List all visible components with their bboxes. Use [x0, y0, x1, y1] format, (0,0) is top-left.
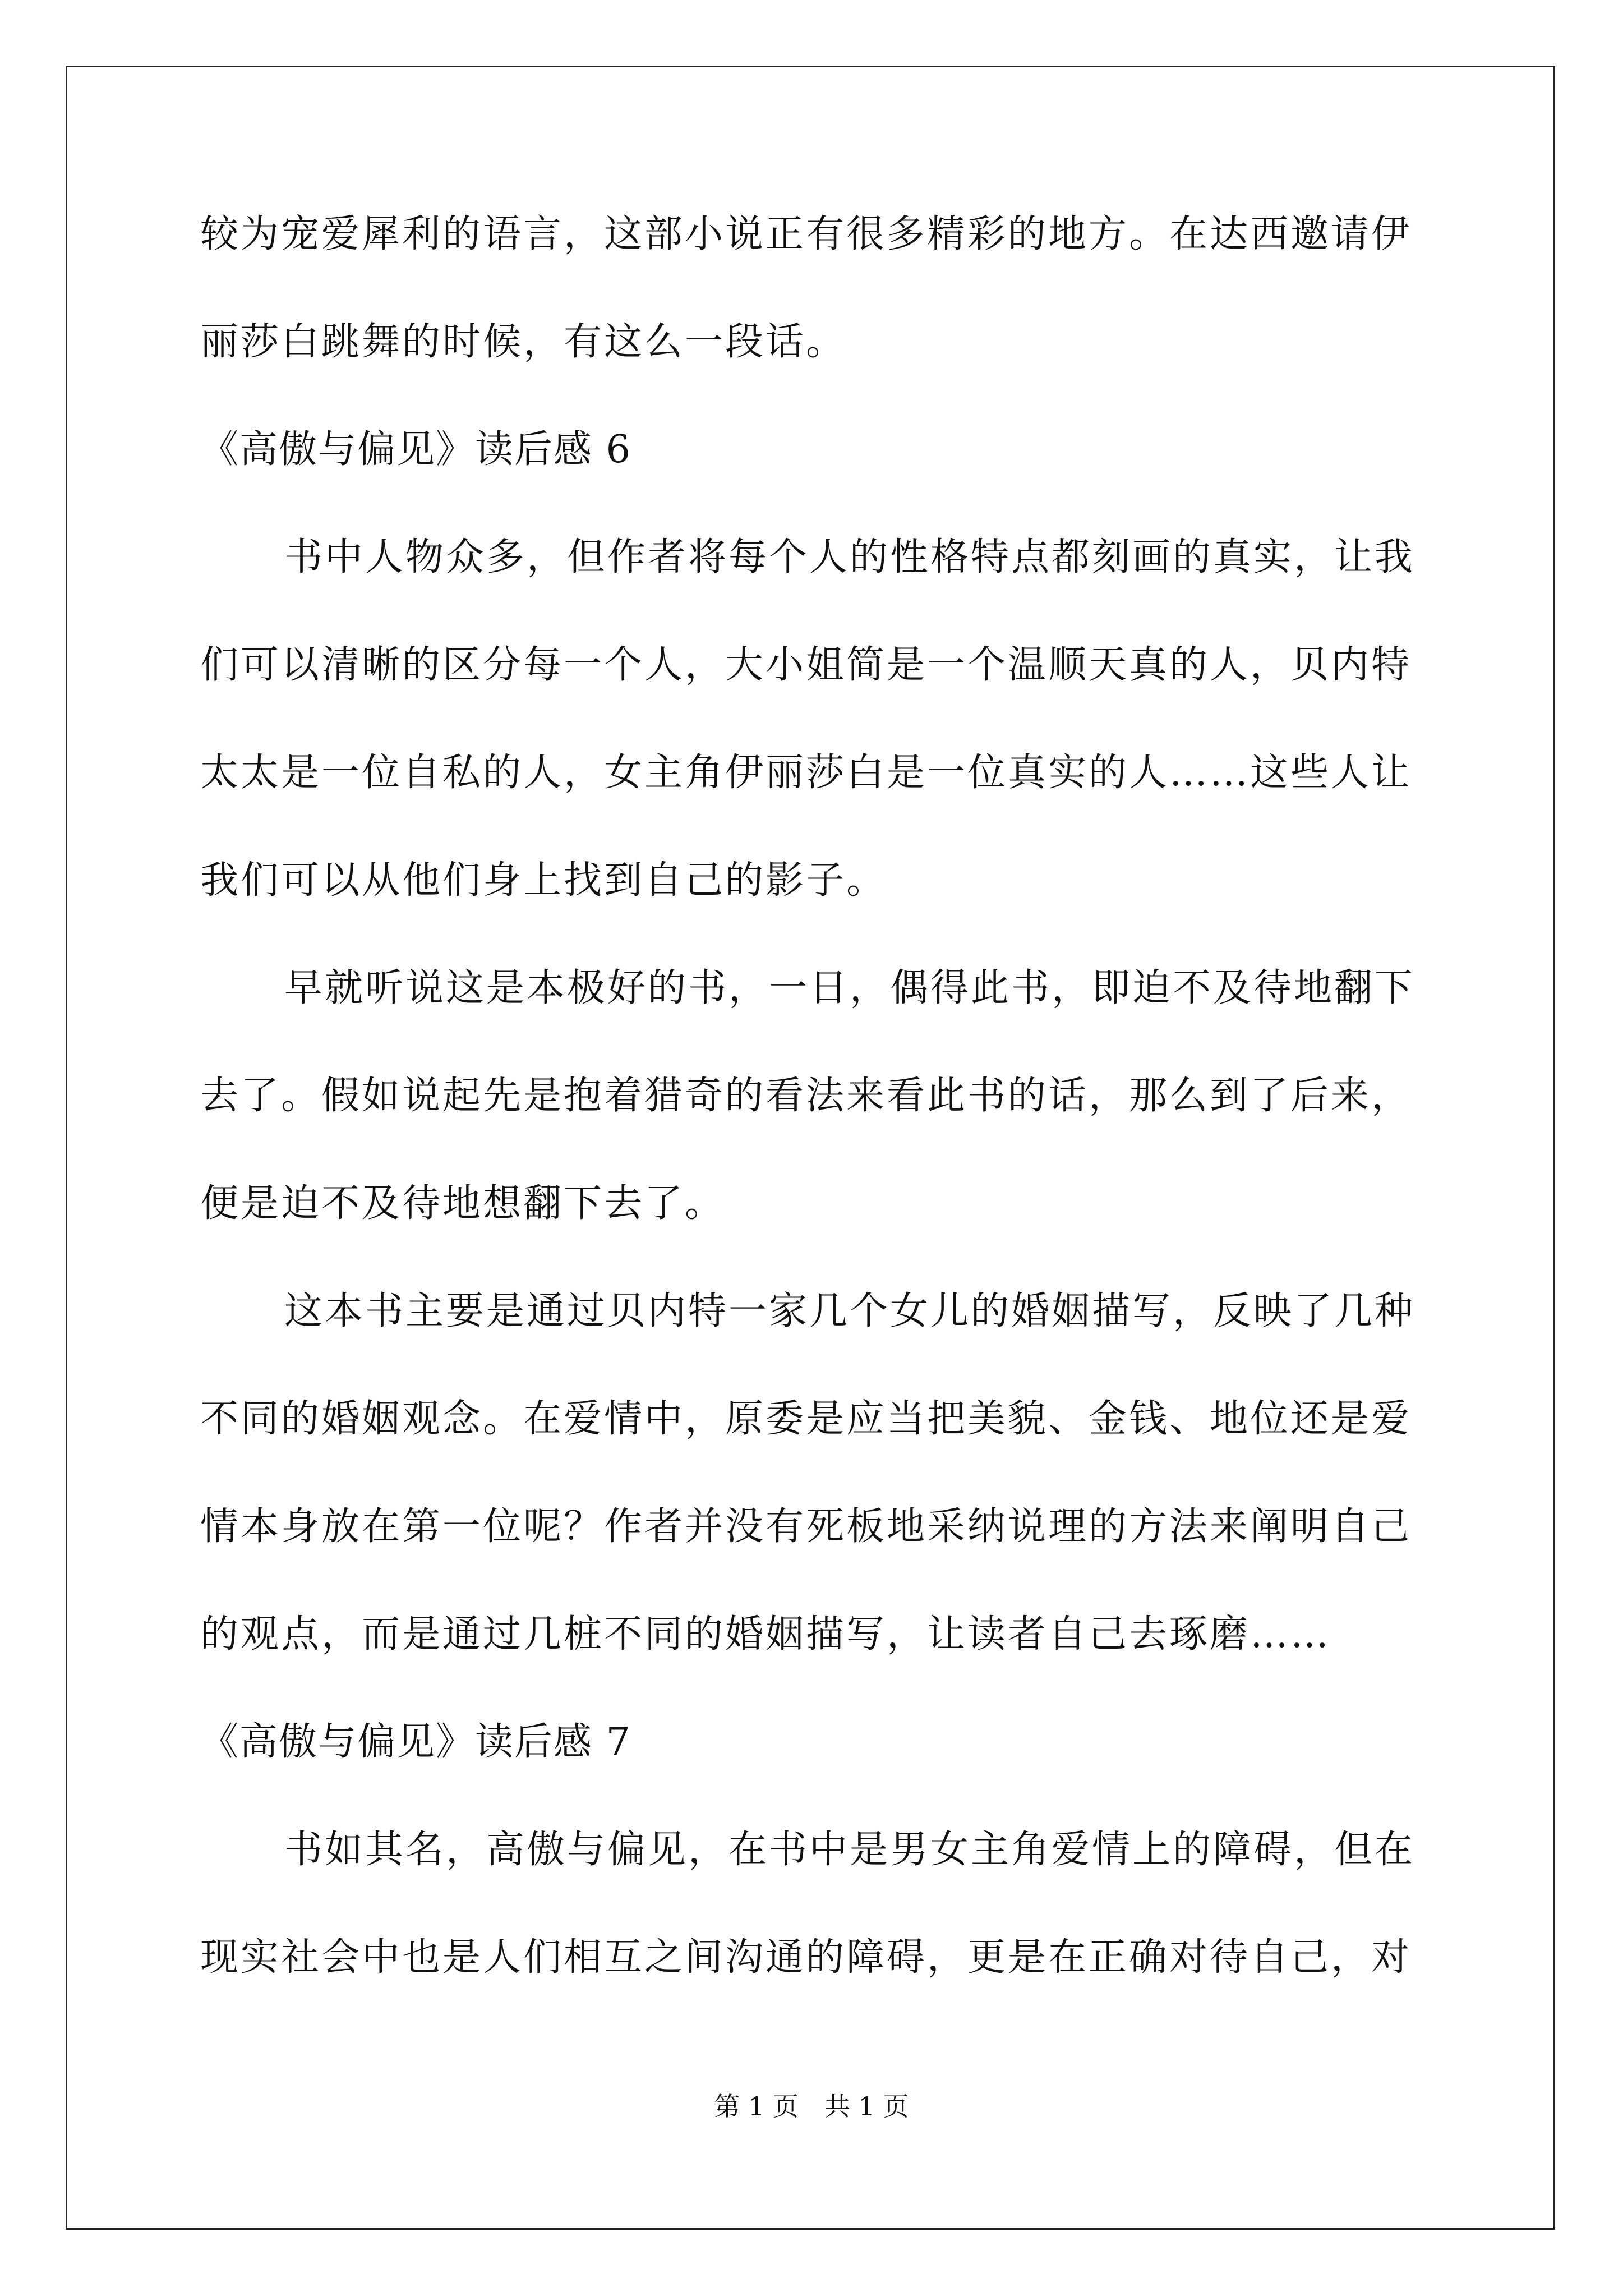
text-line: 太太是一位自私的人，女主角伊丽莎白是一位真实的人……这些人让 — [200, 751, 1412, 795]
document-body — [200, 208, 1434, 2039]
text-line: 丽莎白跳舞的时候，有这么一段话。 — [200, 320, 847, 364]
section-title: 《高傲与偏见》读后感 7 — [200, 1720, 631, 1764]
text-line: 情本身放在第一位呢？作者并没有死板地采纳说理的方法来阐明自己 — [200, 1504, 1412, 1549]
text-line: 早就听说这是本极好的书，一日，偶得此书，即迫不及待地翻下 — [284, 966, 1415, 1010]
text-line: 书如其名，高傲与偏见，在书中是男女主角爱情上的障碍，但在 — [284, 1828, 1415, 1872]
text-line: 书中人物众多，但作者将每个人的性格特点都刻画的真实，让我 — [284, 535, 1415, 579]
text-line: 我们可以从他们身上找到自己的影子。 — [200, 858, 887, 903]
text-line: 这本书主要是通过贝内特一家几个女儿的婚姻描写，反映了几种 — [284, 1289, 1415, 1333]
text-line: 现实社会中也是人们相互之间沟通的障碍，更是在正确对待自己，对 — [200, 1935, 1412, 1980]
text-line: 的观点，而是通过几桩不同的婚姻描写，让读者自己去琢磨…… — [200, 1612, 1331, 1657]
page-number-footer: 第 1 页 共 1 页 — [714, 2091, 909, 2122]
section-title: 《高傲与偏见》读后感 6 — [200, 427, 631, 472]
text-line: 便是迫不及待地想翻下去了。 — [200, 1181, 726, 1226]
text-line: 不同的婚姻观念。在爱情中，原委是应当把美貌、金钱、地位还是爱 — [200, 1397, 1412, 1441]
text-line: 们可以清晰的区分每一个人，大小姐简是一个温顺天真的人，贝内特 — [200, 643, 1412, 687]
text-line: 去了。假如说起先是抱着猎奇的看法来看此书的话，那么到了后来， — [200, 1074, 1412, 1118]
text-line: 较为宠爱犀利的语言，这部小说正有很多精彩的地方。在达西邀请伊 — [200, 212, 1412, 256]
